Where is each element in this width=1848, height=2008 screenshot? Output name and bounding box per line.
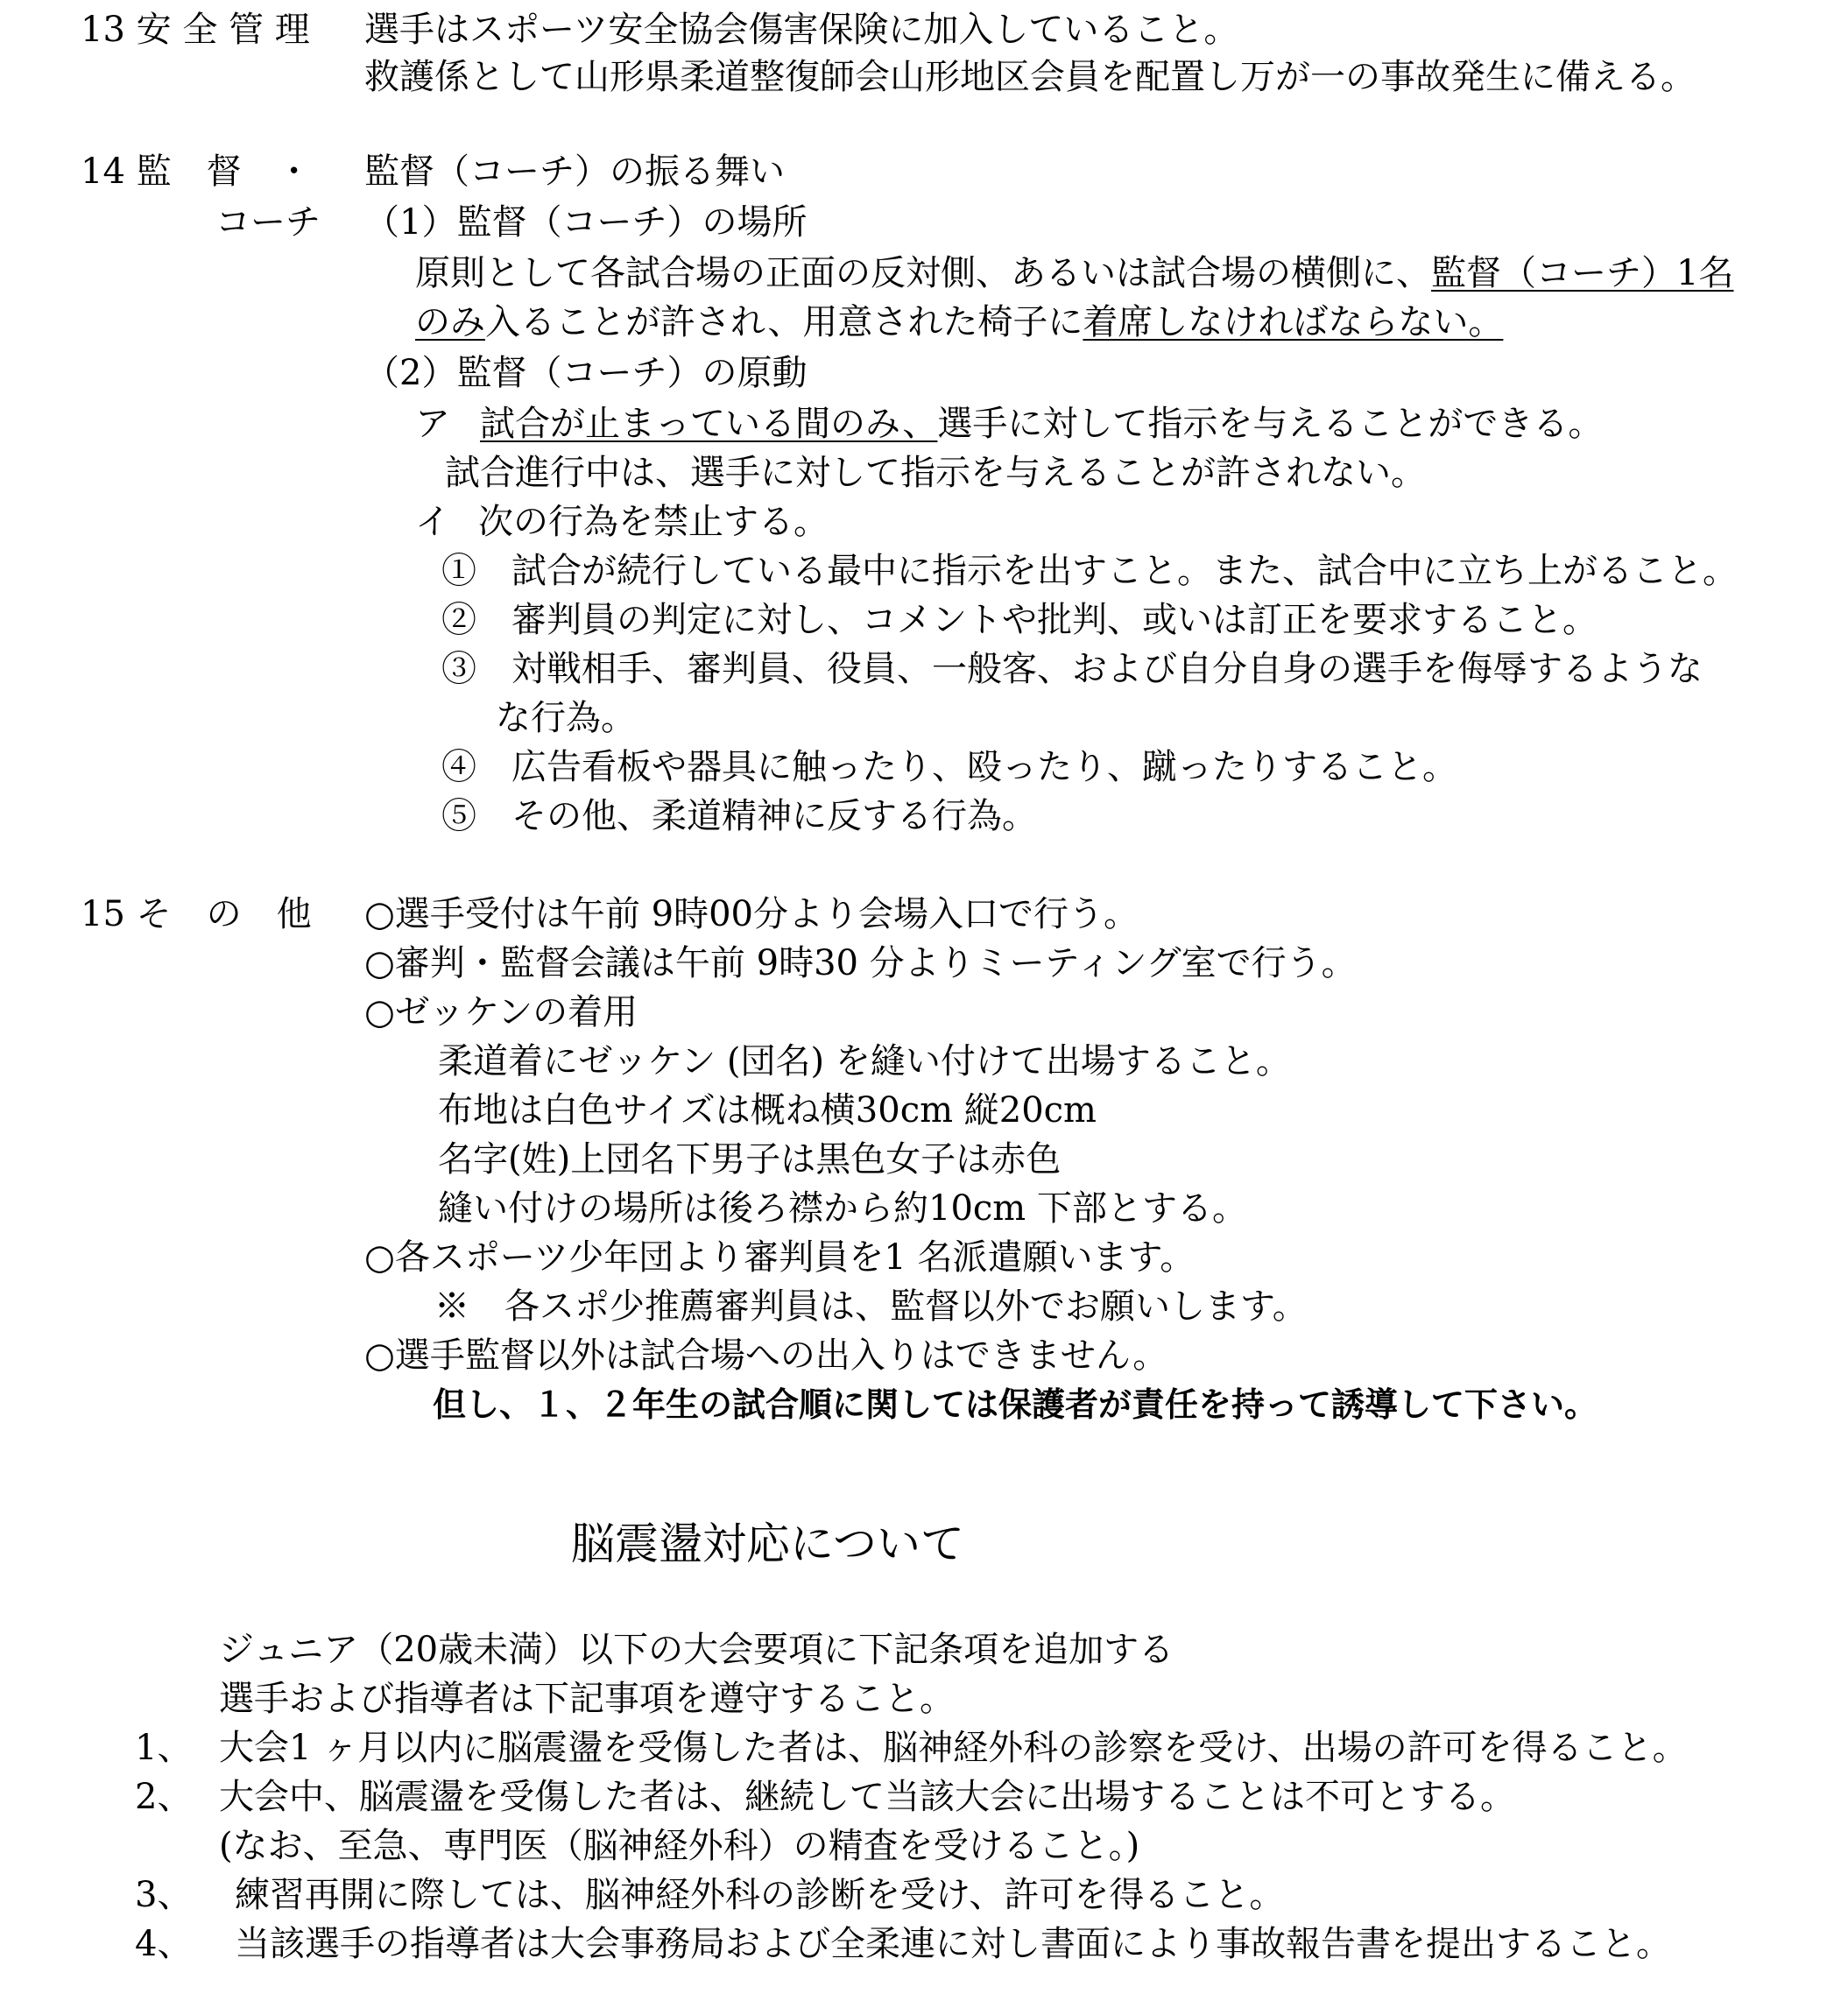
concussion-item-4: 当該選手の指導者は大会事務局および全柔連に対し書面により事故報告書を提出すること。 — [235, 1924, 1671, 1964]
prohibited-item-2: ② 審判員の判定に対し、コメントや批判、或いは訂正を要求すること。 — [441, 600, 1598, 640]
item-a-mark: ア — [415, 404, 450, 444]
concussion-intro-1: ジュニア（20歳未満）以下の大会要項に下記条項を追加する — [219, 1630, 1174, 1670]
section-15-line-7: 縫い付けの場所は後ろ襟から約10cm 下部とする。 — [438, 1188, 1247, 1229]
subsection-2-heading: （2）監督（コーチ）の原動 — [364, 353, 808, 393]
concussion-item-1: 大会1 ヶ月以内に脳震盪を受傷した者は、脳神経外科の診察を受け、出場の許可を得ること。 — [219, 1728, 1688, 1768]
concussion-number-3: 3、 — [135, 1875, 193, 1915]
concussion-number-1: 1、 — [135, 1728, 193, 1768]
concussion-number-4: 4、 — [135, 1924, 193, 1964]
subsection-1-line-2-underlined-a: のみ — [415, 302, 485, 342]
item-a-line-1-text: 選手に対して指示を与えることができる。 — [937, 404, 1604, 444]
prohibited-item-3-line-2: な行為。 — [496, 698, 636, 738]
item-a-line-2: 試合進行中は、選手に対して指示を与えることが許されない。 — [445, 453, 1426, 493]
section-13-line-2: 救護係として山形県柔道整復師会山形地区会員を配置し万が一の事故発生に備える。 — [364, 57, 1696, 97]
concussion-number-2: 2、 — [135, 1777, 193, 1817]
item-a-line-1 — [480, 399, 1603, 448]
prohibited-item-3-line-1: ③ 対戦相手、審判員、役員、一般客、および自分自身の選手を侮辱するような — [441, 649, 1703, 689]
section-15-line-9: ※ 各スポ少推薦審判員は、監督以外でお願いします。 — [434, 1286, 1308, 1327]
section-15-line-3: ○ゼッケンの着用 — [364, 992, 638, 1032]
section-13-label: 13 安 全 管 理 — [81, 10, 310, 50]
subsection-1-line-1 — [415, 249, 1733, 298]
concussion-item-2: 大会中、脳震盪を受傷した者は、継続して当該大会に出場することは不可とする。 — [219, 1777, 1515, 1817]
section-14-heading: 監督（コーチ）の振る舞い — [364, 151, 785, 192]
concussion-intro-2: 選手および指導者は下記事項を遵守すること。 — [219, 1679, 955, 1719]
concussion-title: 脳震盪対応について — [571, 1518, 964, 1569]
prohibited-item-4: ④ 広告看板や器具に触ったり、殴ったり、蹴ったりすること。 — [441, 747, 1457, 787]
subsection-1-line-2 — [415, 298, 1503, 347]
section-14-label-coach: コーチ — [215, 202, 321, 243]
section-15-line-1: ○選手受付は午前 9時00分より会場入口で行う。 — [364, 894, 1139, 934]
item-i-text: 次の行為を禁止する。 — [478, 502, 829, 542]
section-15-line-8: ○各スポーツ少年団より審判員を1 名派遣願います。 — [364, 1237, 1196, 1278]
item-a-line-1-underlined: 試合が止まっている間のみ、 — [480, 404, 938, 444]
section-14-label: 14 監 督 ・ — [81, 151, 312, 192]
section-15-label: 15 そ の 他 — [81, 894, 312, 934]
section-15-line-5: 布地は白色サイズは概ね横30cm 縦20cm — [438, 1090, 1097, 1131]
subsection-1-line-2-underlined-b: 着席しなければならない。 — [1083, 302, 1504, 342]
section-15-line-4: 柔道着にゼッケン (団名) を縫い付けて出場すること。 — [438, 1041, 1291, 1082]
section-15-line-10: ○選手監督以外は試合場への出入りはできません。 — [364, 1335, 1168, 1376]
section-13-line-1: 選手はスポーツ安全協会傷害保険に加入していること。 — [364, 10, 1239, 50]
prohibited-item-1: ① 試合が続行している最中に指示を出すこと。また、試合中に立ち上がること。 — [441, 551, 1738, 591]
concussion-item-2-note: (なお、至急、専門医（脳神経外科）の精査を受けること。) — [219, 1826, 1140, 1866]
prohibited-item-5: ⑤ その他、柔道精神に反する行為。 — [441, 796, 1037, 836]
subsection-1-line-1-underlined: 監督（コーチ）1名 — [1431, 253, 1734, 293]
subsection-1-line-1-text: 原則として各試合場の正面の反対側、あるいは試合場の横側に、 — [415, 253, 1431, 293]
concussion-item-3: 練習再開に際しては、脳神経外科の診断を受け、許可を得ること。 — [235, 1875, 1285, 1915]
subsection-1-heading: （1）監督（コーチ）の場所 — [364, 202, 808, 243]
item-i-mark: イ — [415, 502, 450, 542]
section-15-line-2: ○審判・監督会議は午前 9時30 分よりミーティング室で行う。 — [364, 943, 1357, 983]
section-15-line-11: 但し、１、２年生の試合順に関しては保護者が責任を持って誘導して下さい。 — [433, 1385, 1598, 1424]
section-15-line-6: 名字(姓)上団名下男子は黒色女子は赤色 — [438, 1139, 1062, 1180]
subsection-1-line-2-text: 入ることが許され、用意された椅子に — [485, 302, 1083, 342]
